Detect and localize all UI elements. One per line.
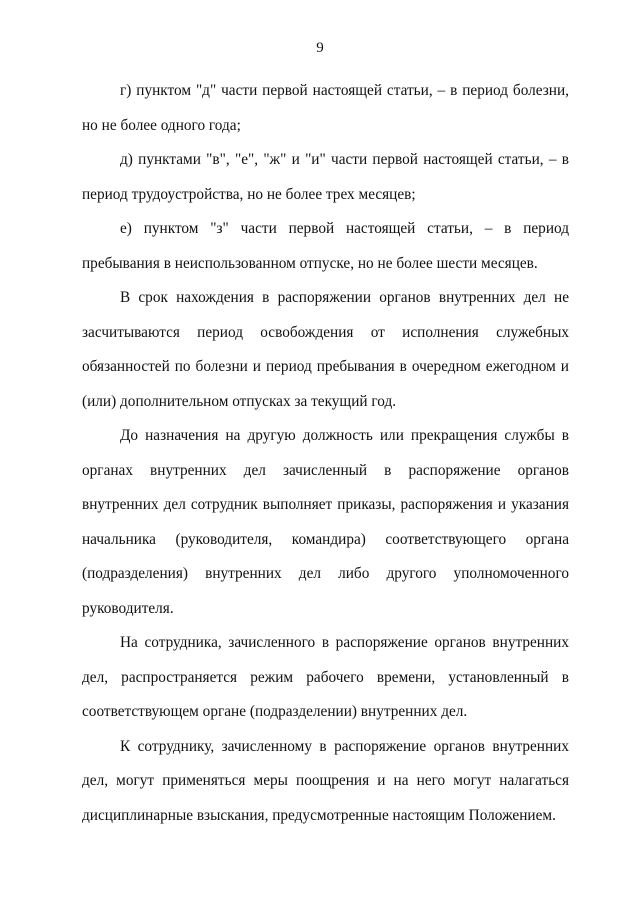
paragraph-item-d: д) пунктами "в", "е", "ж" и "и" части первой настоящей статьи, – в период трудоустройства, но не более трех месяцев; [82,151,569,203]
paragraph-item-g: г) пунктом "д" части первой настоящей статьи, – в период болезни, но не более одного года; [82,82,569,134]
paragraph-item-e: е) пунктом "з" части первой настоящей статьи, – в период пребывания в неиспользованном отпуске, но не более шести месяцев. [82,220,569,272]
paragraph-incentives-penalties: К сотруднику, зачисленному в распоряжение органов внутренних дел, могут применяться меры поощрения и на него могут налагаться дисциплинарные взыскания, предусмотренные настоящим Положением. [82,737,569,824]
paragraph-term-exclusions: В срок нахождения в распоряжении органов внутренних дел не засчитываются период освобождения от исполнения служебных обязанностей по болезни и период пребывания в очередном ежегодном и (или) дополнительном отпусках за текущий год. [82,289,569,410]
paragraph-working-time: На сотрудника, зачисленного в распоряжение органов внутренних дел, распространяется режим рабочего времени, установленный в соответствующем органе (подразделении) внутренних дел. [82,634,569,720]
paragraph-duties-before-assignment: До назначения на другую должность или прекращения службы в органах внутренних дел зачисленный в распоряжение органов внутренних дел сотрудник выполняет приказы, распоряжения и указания начальника (руководителя, командира) соответствующего органа (подразделения) внутренних дел либо другого уполномоченного руководителя. [82,427,569,617]
document-body [82,74,569,833]
page-number: 9 [316,40,324,56]
